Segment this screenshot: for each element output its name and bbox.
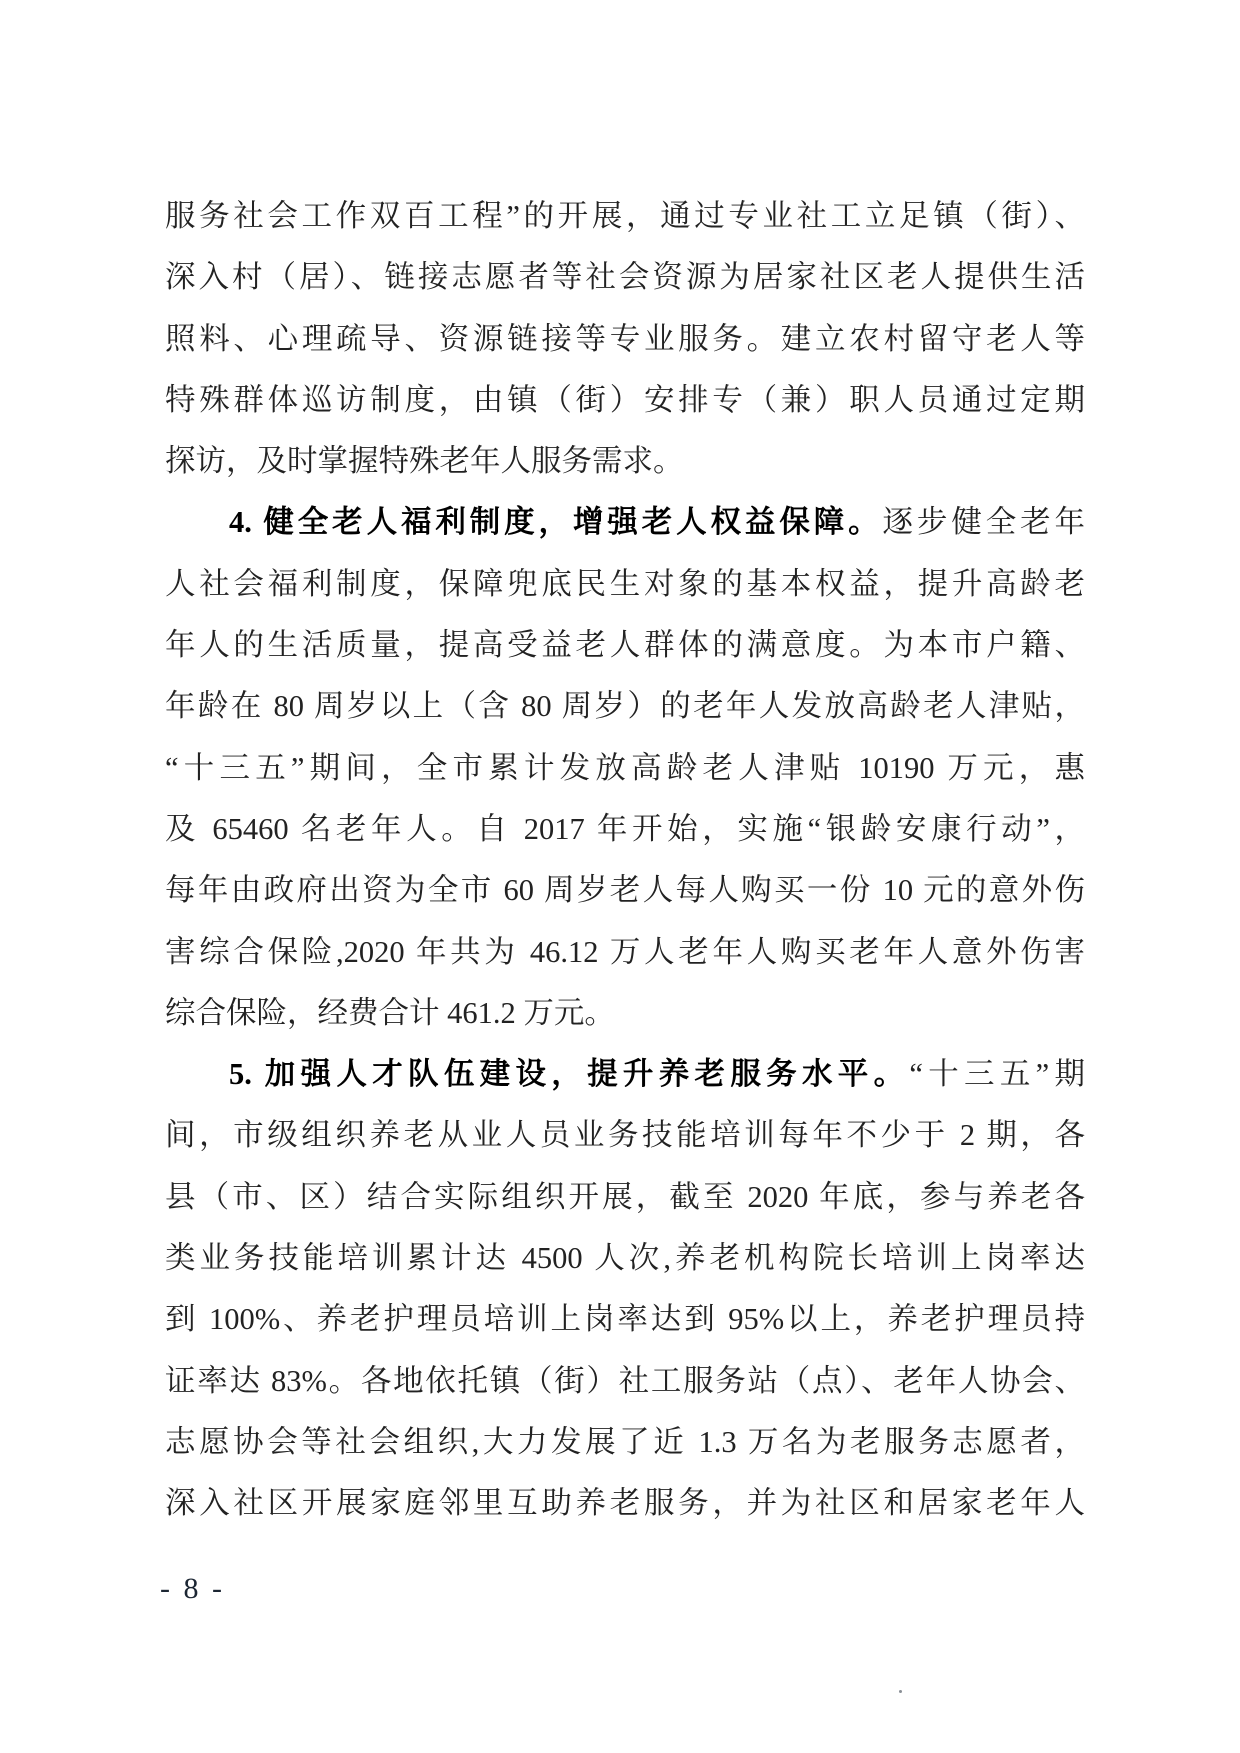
text-line — [165, 983, 1085, 1044]
text-line — [165, 370, 1085, 431]
text-segment: 县（市、区）结合实际组织开展，截至 2020 年底，参与养老各 — [165, 1179, 1085, 1214]
text-line — [165, 186, 1085, 247]
text-segment: 服务社会工作双百工程”的开展，通过专业社工立足镇（街）、 — [165, 199, 1085, 233]
text-line — [165, 922, 1085, 983]
text-line — [165, 1412, 1085, 1473]
text-line — [165, 431, 1085, 492]
text-segment: “十三五”期间，全市累计发放高龄老人津贴 10190 万元，惠 — [165, 750, 1085, 785]
text-line — [165, 799, 1085, 860]
text-segment: 志愿协会等社会组织,大力发展了近 1.3 万名为老服务志愿者， — [165, 1424, 1085, 1459]
text-segment: 深入社区开展家庭邻里互助养老服务，并为社区和居家老年人 — [165, 1486, 1085, 1521]
text-line — [165, 738, 1085, 799]
text-line — [165, 1228, 1085, 1289]
text-segment: 人社会福利制度，保障兜底民生对象的基本权益，提升高龄老 — [165, 566, 1085, 601]
text-line — [165, 1351, 1085, 1412]
text-segment: “十三五”期 — [909, 1057, 1085, 1092]
text-segment: 特殊群体巡访制度，由镇（街）安排专（兼）职人员通过定期 — [165, 382, 1085, 417]
text-segment: 证率达 83%。各地依托镇（街）社工服务站（点）、老年人协会、 — [165, 1363, 1085, 1398]
text-line — [165, 1044, 1085, 1105]
heading-segment: 5. 加强人才队伍建设，提升养老服务水平。 — [229, 1057, 910, 1092]
text-segment: 逐步健全老年 — [882, 505, 1085, 540]
page-number: - 8 - — [160, 1572, 225, 1605]
text-line — [165, 554, 1085, 615]
text-segment: 照料、心理疏导、资源链接等专业服务。建立农村留守老人等 — [165, 321, 1085, 356]
text-line — [165, 860, 1085, 921]
text-line — [165, 1289, 1085, 1350]
text-segment: 及 65460 名老年人。自 2017 年开始，实施“银龄安康行动”， — [165, 811, 1085, 846]
text-segment: 到 100%、养老护理员培训上岗率达到 95%以上，养老护理员持 — [165, 1302, 1085, 1337]
text-segment: 综合保险，经费合计 461.2 万元。 — [165, 995, 615, 1030]
text-line — [165, 1167, 1085, 1228]
text-segment: 间，市级组织养老从业人员业务技能培训每年不少于 2 期，各 — [165, 1118, 1085, 1153]
text-segment: 深入村（居）、链接志愿者等社会资源为居家社区老人提供生活 — [165, 260, 1085, 295]
text-segment: 年龄在 80 周岁以上（含 80 周岁）的老年人发放高龄老人津贴， — [165, 689, 1085, 724]
text-segment: 每年由政府出资为全市 60 周岁老人每人购买一份 10 元的意外伤 — [165, 873, 1085, 908]
text-segment: 类业务技能培训累计达 4500 人次,养老机构院长培训上岗率达 — [165, 1241, 1085, 1276]
text-line — [165, 247, 1085, 308]
text-line — [165, 615, 1085, 676]
scan-speck — [899, 1690, 902, 1693]
text-segment: 年人的生活质量，提高受益老人群体的满意度。为本市户籍、 — [165, 628, 1085, 663]
document-body — [165, 186, 1085, 1535]
text-line — [165, 676, 1085, 737]
text-segment: 探访，及时掌握特殊老年人服务需求。 — [165, 444, 684, 479]
heading-segment: 4. 健全老人福利制度，增强老人权益保障。 — [229, 505, 883, 540]
text-line — [165, 309, 1085, 370]
text-segment: 害综合保险,2020 年共为 46.12 万人老年人购买老年人意外伤害 — [165, 934, 1085, 969]
text-line — [165, 1473, 1085, 1534]
text-line — [165, 492, 1085, 553]
text-line — [165, 1105, 1085, 1166]
